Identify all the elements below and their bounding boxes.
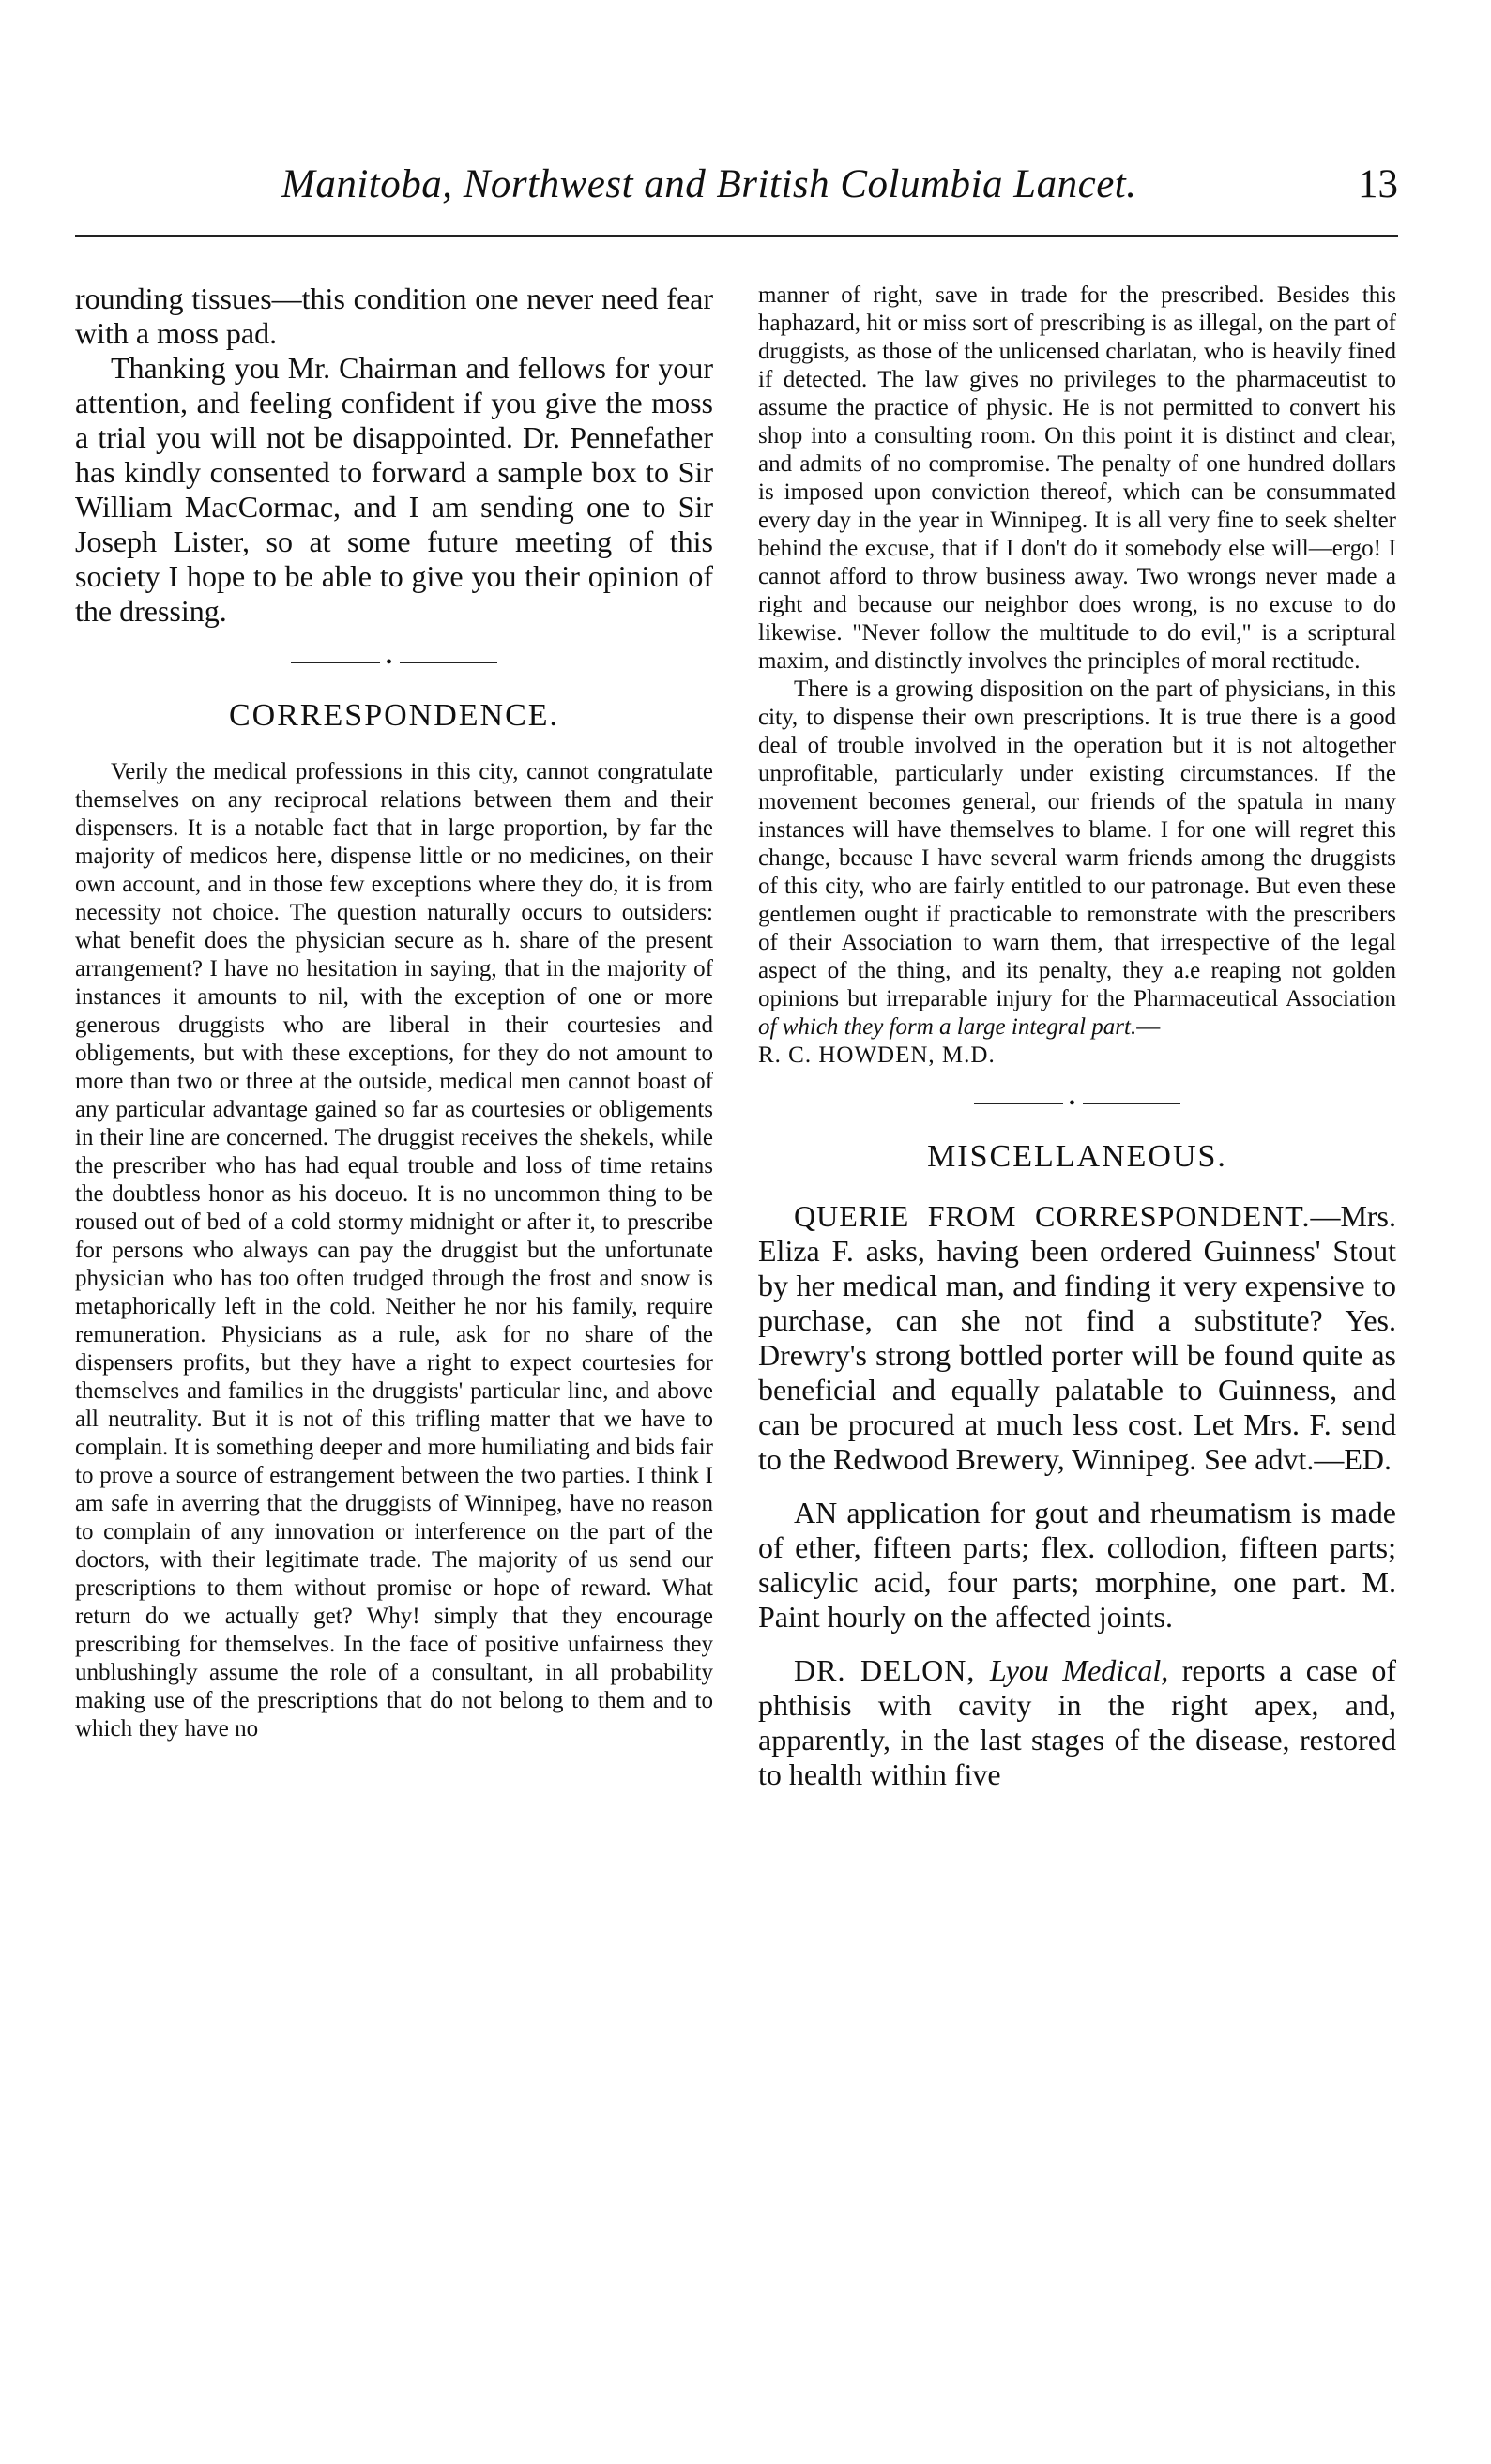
divider-rule: [291, 652, 497, 673]
closing-text: There is a growing disposition on the part of physicians, in this city, to dispense their own prescriptions. It is true there is a good deal of trouble involved in the operation but it is not altogether unprofitable, particularly under existing circumstances. If the movement becomes general, our friends of the spatula in many instances will have themselves to blame. I for one will regret this change, because I have several warm friends among the druggists of this city, who are fairly entitled to our patronage. But even these gentlemen ought if practicable to remonstrate with the prescribers of their Association to warn them, that irrespective of the legal aspect of the thing, and its penalty, they a.e reaping not golden opinions but irreparable injury for the Pharmaceutical Association: [758, 677, 1396, 1011]
closing-dash: —: [1136, 1014, 1161, 1040]
correspondence-letter: Verily the medical professions in this city, cannot congratulate themselves on any reciprocal relations between them and their dispensers. It is a notable fact that in large proportion, by far the majority of medicos here, dispense little or no medicines, on their own account, and in those few exceptions where they do, it is from necessity not choice. The question naturally occurs to outsiders: what benefit does the physician secure as h. share of the present arrangement? I have no hesitation in saying, that in the majority of instances it amounts to nil, with the exception of one or more generous druggists who are liberal in their courtesies and obligements, but with these exceptions, for they do not amount to more than two or three at the outside, medical men cannot boast of any particular advantage gained so far as courtesies or obligements in their line are concerned. The druggist receives the shekels, while the prescriber who has had equal trouble and loss of time retains the doubtless honor as his doceuo. It is no uncommon thing to be roused out of bed of a cold stormy midnight or after it, to prescribe for persons who always can pay the druggist but the unfortunate physician who has too often trudged through the frost and snow is metaphorically left in the cold. Neither he nor his family, require remuneration. Physicians as a rule, ask for no share of the dispensers profits, but they have a right to expect courtesies for themselves and families in the druggists' particular line, and above all neutrality. But it is not of this trifling matter that we have to complain. It is something deeper and more humiliating and bids fair to prove a source of estrangement between the two parties. I think I am safe in averring that the druggists of Winnipeg, have no reason to complain of any innovation or interference on the part of the doctors, with their legitimate trade. The majority of us send our prescriptions to them without promise or hope of reward. What return do we actually get? Why! simply that they encourage prescribing for themselves. In the face of positive unfairness they unblushingly assume the role of a consultant, in all probability making use of the prescriptions that do not belong to them and to which they have no: [75, 759, 713, 1742]
divider-ornament-icon: •: [1063, 1094, 1083, 1113]
left-column: [75, 281, 713, 2411]
section-divider: [75, 642, 713, 673]
section-heading-correspondence: CORRESPONDENCE.: [228, 698, 560, 733]
spacer: [758, 1635, 1396, 1653]
page-number: 13: [1358, 162, 1398, 206]
right-column: [758, 281, 1396, 2411]
delon-paragraph: [758, 1653, 1396, 1792]
moss-paragraph-end: rounding tissues—this condition one never need fear with a moss pad.: [75, 281, 713, 350]
delon-body: reports a case of phthisis with cavity in the right apex, and, apparently, in the last stages of the disease, restored to health within five: [758, 1653, 1396, 1791]
closing-italic: of which they form a large integral part.: [758, 1014, 1137, 1040]
query-paragraph: [758, 1199, 1396, 1477]
delon-lead: DR. DELON,: [794, 1653, 990, 1687]
gout-paragraph: AN application for gout and rheumatism is made of ether, fifteen parts; flex. collodion, fifteen parts; salicylic acid, four parts; morphine, one part. M. Paint hourly on the affected joints.: [758, 1496, 1396, 1634]
section-heading-miscellaneous: MISCELLANEOUS.: [927, 1139, 1227, 1174]
delon-journal: Lyou Medical,: [989, 1653, 1169, 1687]
letter-closing-paragraph: [758, 676, 1396, 1042]
query-lead: QUERIE FROM CORRESPONDENT.: [794, 1199, 1311, 1233]
letter-continued: manner of right, save in trade for the prescribed. Besides this haphazard, hit or miss sort of prescribing is as illegal, on the part of druggists, as those of the unlicensed charlatan, who is heavily fined if detected. The law gives no privileges to the pharmaceutist to assume the practice of physic. He is not permitted to convert his shop into a consulting room. On this point it is distinct and clear, and admits of no compromise. The penalty of one hundred dollars is imposed upon conviction thereof, which can be consummated every day in the year in Winnipeg. It is all very fine to seek shelter behind the excuse, that if I don't do it somebody else will—ergo! I cannot afford to throw business away. Two wrongs never made a right and because our neighbor does wrong, is no excuse to do likewise. "Never follow the multitude to do evil," is a scriptural maxim, and distinctly involves the principles of moral rectitude.: [758, 282, 1396, 674]
thanks-paragraph: Thanking you Mr. Chairman and fellows for your attention, and feeling confident if you give the moss a trial you will not be disappointed. Dr. Pennefather has kindly consented to forward a sample box to Sir William MacCormac, and I am sending one to Sir Joseph Lister, so at some future meeting of this society I hope to be able to give you their opinion of the dressing.: [75, 351, 713, 628]
query-body: —Mrs. Eliza F. asks, having been ordered Guinness' Stout by her medical man, and finding it very expensive to purchase, can she not find a substitute? Yes. Drewry's strong bottled porter will be found quite as beneficial and equally palatable to Guinness, and can be procured at much less cost. Let Mrs. F. send to the Redwood Brewery, Winnipeg. See advt.—ED.: [758, 1199, 1396, 1476]
header-rule: [75, 235, 1398, 237]
divider-ornament-icon: •: [380, 653, 400, 672]
divider-rule-2: [974, 1093, 1180, 1114]
section-divider-2: [758, 1083, 1396, 1114]
running-header: [75, 161, 1398, 218]
running-title: Manitoba, Northwest and British Columbia Lancet.: [281, 162, 1137, 206]
spacer: [758, 1477, 1396, 1496]
letter-signature: R. C. HOWDEN, M.D.: [758, 1042, 996, 1068]
